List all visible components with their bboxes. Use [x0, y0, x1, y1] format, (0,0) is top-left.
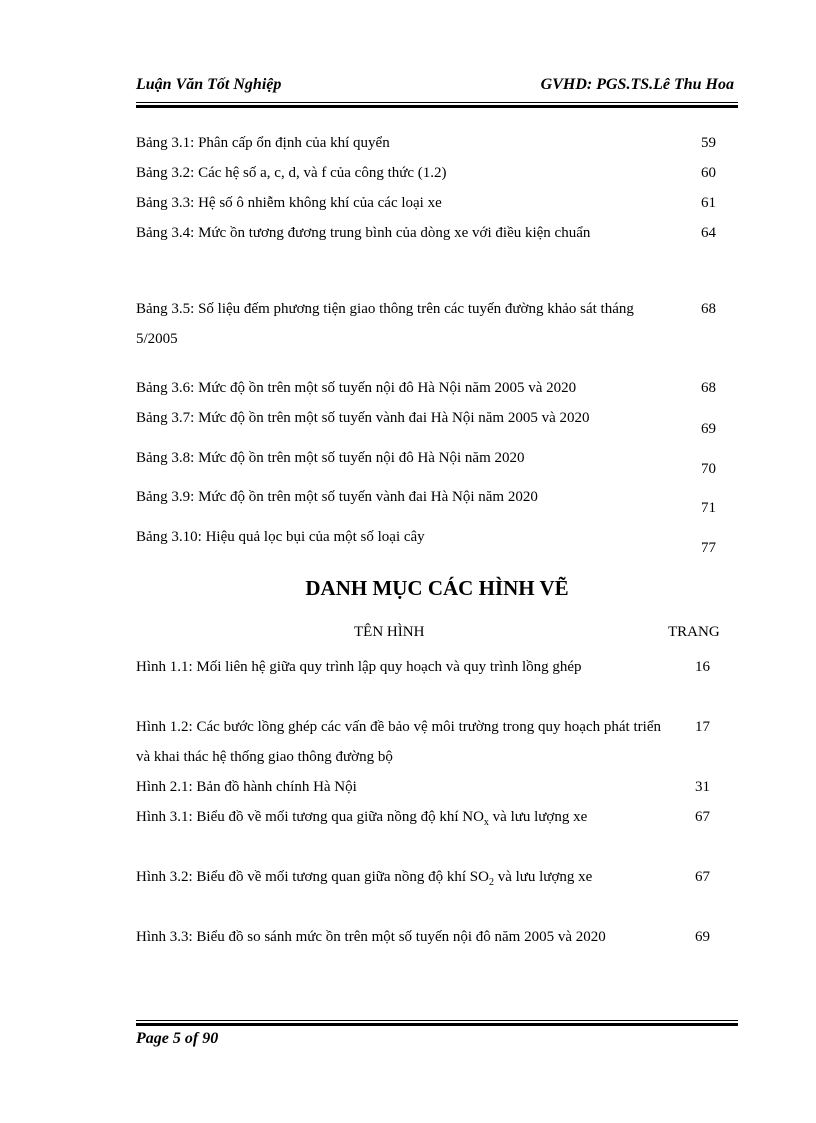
column-header-figure-name: TÊN HÌNH [354, 624, 425, 640]
subscript-x: x [483, 817, 489, 828]
header-thesis-title: Luận Văn Tốt Nghiệp [136, 76, 282, 93]
table-entry-page: 70 [701, 461, 716, 477]
table-entry-text: Bảng 3.10: Hiệu quả lọc bụi của một số loại cây [136, 529, 425, 545]
table-entry-page: 68 [701, 301, 716, 317]
header-rule-thin [136, 102, 738, 103]
figure-entry-page: 67 [695, 809, 710, 825]
table-entry-page: 59 [701, 135, 716, 151]
table-entry-page: 69 [701, 421, 716, 437]
table-entry-text: Bảng 3.5: Số liệu đếm phương tiện giao thông trên các tuyến đường khảo sát tháng 5/2005 [136, 301, 634, 347]
table-entry-text: Bảng 3.4: Mức ồn tương đương trung bình của dòng xe với điều kiện chuẩn [136, 225, 591, 241]
table-entry-page: 77 [701, 540, 716, 556]
figure-entry-page: 67 [695, 869, 710, 885]
figure-entry-text-part: và lưu lượng xe [488, 809, 588, 825]
figure-entry-text-part: Hình 3.2: Biểu đồ về mối tương quan giữa nồng độ khí SO [136, 869, 489, 885]
header-rule-thick [136, 105, 738, 108]
table-entry-text: Bảng 3.8: Mức độ ồn trên một số tuyến nội đô Hà Nội năm 2020 [136, 450, 525, 466]
table-entry-text: Bảng 3.1: Phân cấp ổn định của khí quyển [136, 135, 390, 151]
figure-entry-text: Hình 1.2: Các bước lồng ghép các vấn đề bảo vệ môi trường trong quy hoạch phát triển và khai thác hệ thống giao thông đường bộ [136, 719, 661, 765]
figure-entry-page: 69 [695, 929, 710, 945]
table-entry-text: Bảng 3.2: Các hệ số a, c, d, và f của công thức (1.2) [136, 165, 447, 181]
figure-entry-text-part: Hình 3.1: Biểu đồ về mối tương qua giữa nồng độ khí NO [136, 809, 484, 825]
figure-entry-text-part: và lưu lượng xe [493, 869, 593, 885]
footer-rule-thin [136, 1020, 738, 1021]
figure-entry-text: Hình 3.3: Biểu đồ so sánh mức ồn trên một số tuyến nội đô năm 2005 và 2020 [136, 929, 606, 945]
section-title-figures: DANH MỤC CÁC HÌNH VẼ [305, 576, 569, 600]
figure-entry-page: 31 [695, 779, 710, 795]
header-supervisor: GVHD: PGS.TS.Lê Thu Hoa [540, 76, 734, 93]
table-entry-page: 60 [701, 165, 716, 181]
table-entry-page: 61 [701, 195, 716, 211]
figure-entry-page: 16 [695, 659, 710, 675]
table-entry-text: Bảng 3.3: Hệ số ô nhiễm không khí của các loại xe [136, 195, 442, 211]
figure-entry-page: 17 [695, 719, 710, 735]
table-entry-text: Bảng 3.7: Mức độ ồn trên một số tuyến vành đai Hà Nội năm 2005 và 2020 [136, 410, 590, 426]
subscript-2: 2 [488, 877, 494, 888]
table-entry-page: 64 [701, 225, 716, 241]
figure-entry-text [136, 802, 661, 838]
column-header-page: TRANG [668, 624, 720, 640]
table-entry-page: 68 [701, 380, 716, 396]
table-entry-page: 71 [701, 500, 716, 516]
figure-entry-text: Hình 1.1: Mối liên hệ giữa quy trình lập quy hoạch và quy trình lồng ghép [136, 659, 582, 675]
footer-page-number: Page 5 of 90 [136, 1030, 219, 1047]
figure-entry-text [136, 862, 661, 898]
table-entry-text: Bảng 3.9: Mức độ ồn trên một số tuyến vành đai Hà Nội năm 2020 [136, 489, 538, 505]
footer-rule-thick [136, 1023, 738, 1026]
table-entry-text: Bảng 3.6: Mức độ ồn trên một số tuyến nội đô Hà Nội năm 2005 và 2020 [136, 380, 577, 396]
figure-entry-text: Hình 2.1: Bản đồ hành chính Hà Nội [136, 779, 357, 795]
